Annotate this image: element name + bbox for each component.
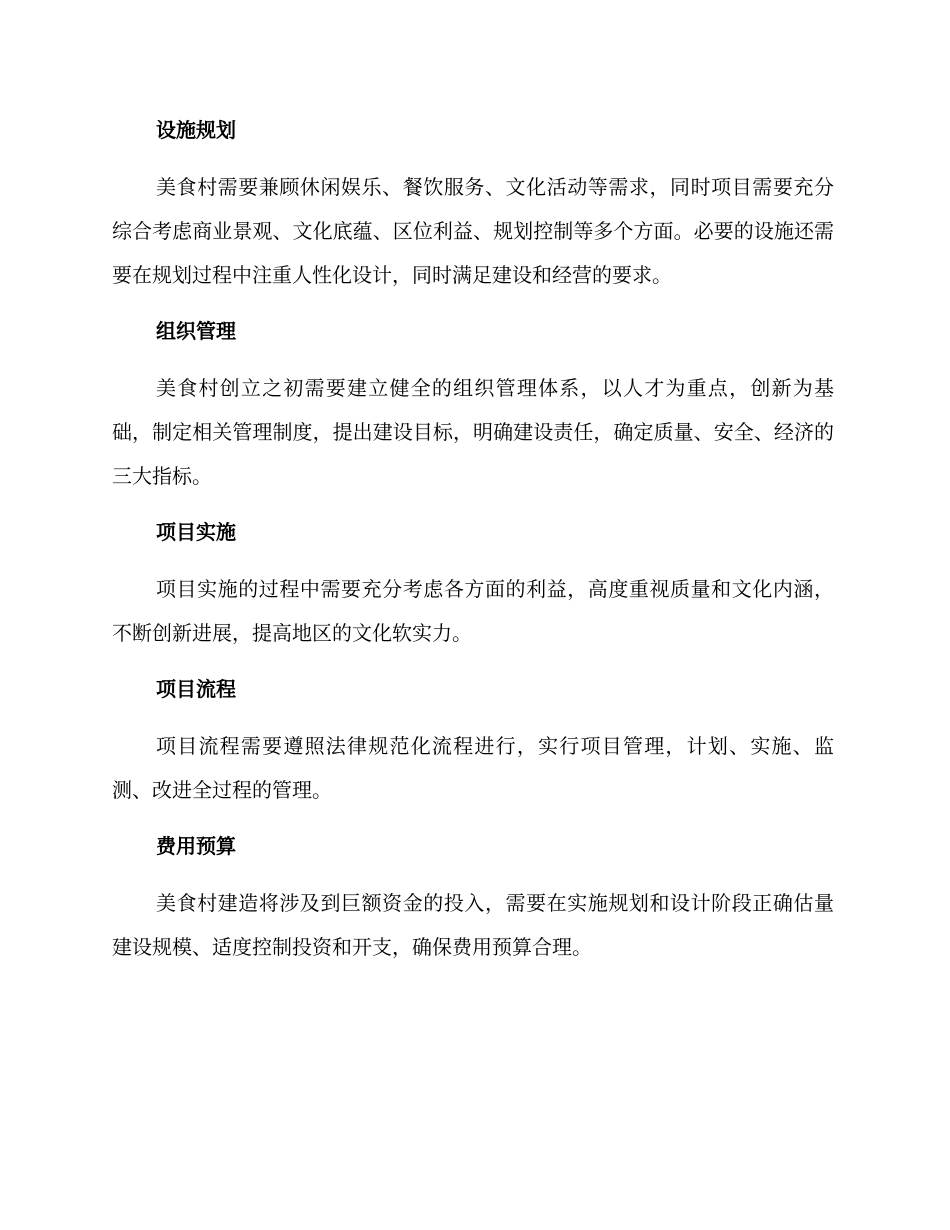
section-paragraph: 美食村建造将涉及到巨额资金的投入，需要在实施规划和设计阶段正确估量建设规模、适度控制投资和开支，确保费用预算合理。 xyxy=(112,891,834,959)
section-project-implementation xyxy=(112,514,834,655)
section-paragraph: 项目流程需要遵照法律规范化流程进行，实行项目管理，计划、实施、监测、改进全过程的管理。 xyxy=(112,734,834,802)
section-heading: 项目实施 xyxy=(156,520,236,544)
section-project-process xyxy=(112,671,834,812)
section-budget xyxy=(112,828,834,969)
section-heading: 组织管理 xyxy=(156,319,236,343)
section-organization-management xyxy=(112,313,834,498)
section-heading: 费用预算 xyxy=(156,834,236,858)
section-facility-planning xyxy=(112,112,834,297)
section-paragraph: 美食村创立之初需要建立健全的组织管理体系，以人才为重点，创新为基础，制定相关管理制度，提出建设目标，明确建设责任，确定质量、安全、经济的三大指标。 xyxy=(112,376,834,488)
section-heading: 项目流程 xyxy=(156,677,236,701)
section-paragraph: 美食村需要兼顾休闲娱乐、餐饮服务、文化活动等需求，同时项目需要充分综合考虑商业景观、文化底蕴、区位利益、规划控制等多个方面。必要的设施还需要在规划过程中注重人性化设计，同时满足建设和经营的要求。 xyxy=(112,175,834,287)
document-page xyxy=(112,112,834,985)
section-paragraph: 项目实施的过程中需要充分考虑各方面的利益，高度重视质量和文化内涵，不断创新进展，提高地区的文化软实力。 xyxy=(112,577,834,645)
section-heading: 设施规划 xyxy=(156,118,236,142)
